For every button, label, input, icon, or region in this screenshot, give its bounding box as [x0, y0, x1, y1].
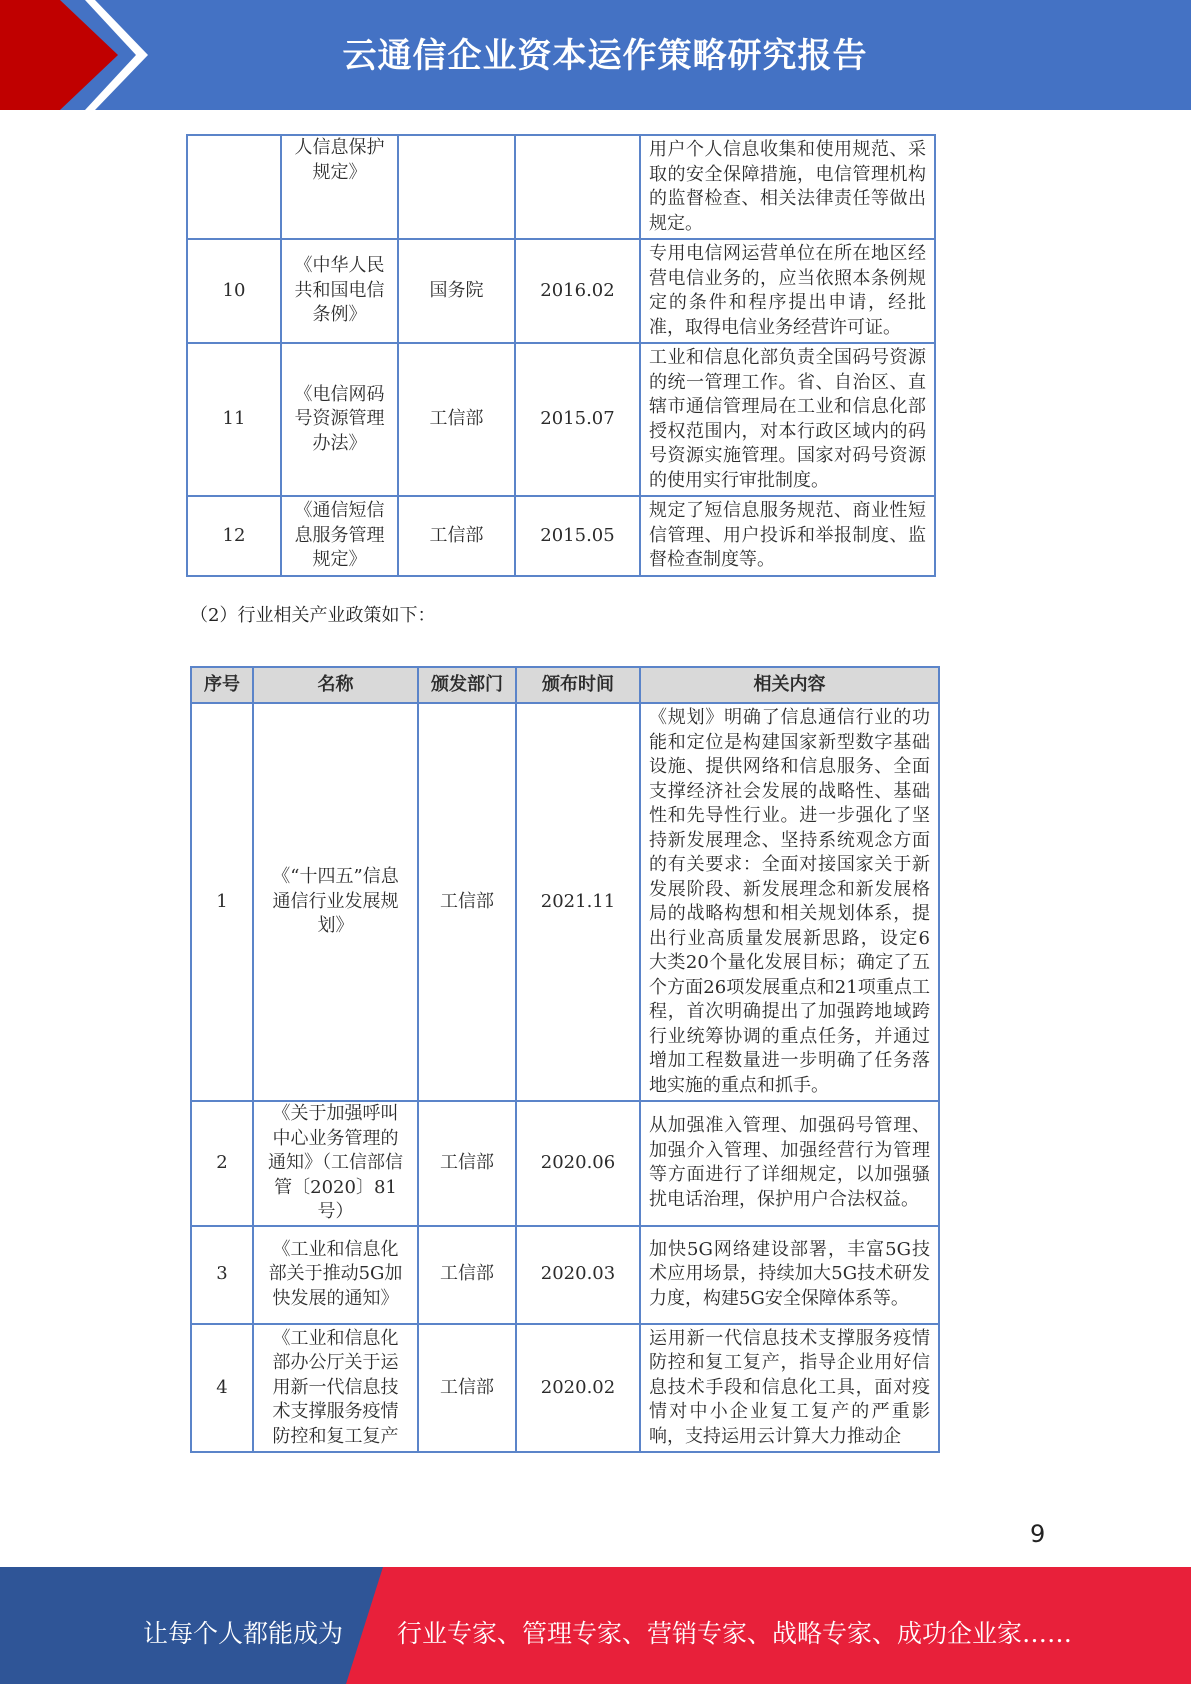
- cell-date: 2020.02: [516, 1324, 640, 1453]
- cell-content: 工业和信息化部负责全国码号资源的统一管理工作。省、自治区、直辖市通信管理局在工业和信息化部授权范围内，对本行政区域内的码号资源实施管理。国家对码号资源的使用实行审批制度。: [640, 343, 935, 496]
- cell-name: 《通信短信息服务管理规定》: [281, 496, 398, 576]
- cell-no: 1: [191, 703, 253, 1101]
- table-row: [191, 703, 939, 1101]
- cell-content: 专用电信网运营单位在所在地区经营电信业务的，应当依照本条例规定的条件和程序提出申请，经批准，取得电信业务经营许可证。: [640, 239, 935, 343]
- header-name: 名称: [253, 667, 418, 703]
- cell-no: 4: [191, 1324, 253, 1453]
- cell-name: 《“十四五”信息通信行业发展规划》: [253, 703, 418, 1101]
- cell-content: 用户个人信息收集和使用规范、采取的安全保障措施，电信管理机构的监督检查、相关法律责任等做出规定。: [640, 135, 935, 239]
- cell-name: 人信息保护规定》: [281, 135, 398, 239]
- header-content: 相关内容: [640, 667, 939, 703]
- header-no: 序号: [191, 667, 253, 703]
- cell-content: 加快5G网络建设部署，丰富5G技术应用场景，持续加大5G技术研发力度，构建5G安全保障体系等。: [640, 1226, 939, 1324]
- cell-content: 规定了短信息服务规范、商业性短信管理、用户投诉和举报制度、监督检查制度等。: [640, 496, 935, 576]
- header-dept: 颁发部门: [418, 667, 516, 703]
- footer-slogan-right: 行业专家、管理专家、营销专家、战略专家、成功企业家……: [397, 1619, 1073, 1648]
- cell-dept: 工信部: [398, 343, 515, 496]
- cell-date: 2015.07: [515, 343, 640, 496]
- cell-content: 《规划》明确了信息通信行业的功能和定位是构建国家新型数字基础设施、提供网络和信息服务、全面支撑经济社会发展的战略性、基础性和先导性行业。进一步强化了坚持新发展理念、坚持系统观念方面的有关要求：全面对接国家关于新发展阶段、新发展理念和新发展格局的战略构想和相关规划体系，提出行业高质量发展新思路，设定6大类20个量化发展目标；确定了五个方面26项发展重点和21项重点工程，首次明确提出了加强跨地域跨行业统筹协调的重点任务，并通过增加工程数量进一步明确了任务落地实施的重点和抓手。: [640, 703, 939, 1101]
- table-row: [191, 1324, 939, 1453]
- cell-dept: 工信部: [398, 496, 515, 576]
- table-row: [187, 343, 935, 496]
- cell-date: 2020.03: [516, 1226, 640, 1324]
- report-title: 云通信企业资本运作策略研究报告: [342, 36, 868, 76]
- cell-date: [515, 135, 640, 239]
- cell-no: 11: [187, 343, 281, 496]
- table-row: [187, 239, 935, 343]
- cell-dept: 工信部: [418, 1101, 516, 1226]
- table-row: [187, 496, 935, 576]
- cell-dept: 国务院: [398, 239, 515, 343]
- table-header-row: [191, 667, 939, 703]
- header-date: 颁布时间: [516, 667, 640, 703]
- cell-no: 3: [191, 1226, 253, 1324]
- cell-dept: 工信部: [418, 703, 516, 1101]
- cell-name: 《电信网码号资源管理办法》: [281, 343, 398, 496]
- cell-name: 《中华人民共和国电信条例》: [281, 239, 398, 343]
- cell-name: 《关于加强呼叫中心业务管理的通知》（工信部信管〔2020〕81号）: [253, 1101, 418, 1226]
- cell-no: 12: [187, 496, 281, 576]
- table-row: [187, 135, 935, 239]
- footer-slogan-left: 让每个人都能成为: [143, 1619, 344, 1648]
- page-number: 9: [1030, 1520, 1046, 1548]
- cell-no: 10: [187, 239, 281, 343]
- table-row: [191, 1101, 939, 1226]
- cell-content: 运用新一代信息技术支撑服务疫情防控和复工复产，指导企业用好信息技术手段和信息化工具，面对疫情对中小企业复工复产的严重影响，支持运用云计算大力推动企: [640, 1324, 939, 1453]
- cell-no: [187, 135, 281, 239]
- policy-table-continued: [186, 134, 936, 577]
- cell-dept: 工信部: [418, 1324, 516, 1453]
- industry-policy-table: [190, 666, 940, 1453]
- cell-no: 2: [191, 1101, 253, 1226]
- page-header: [0, 0, 1191, 110]
- cell-name: 《工业和信息化部关于推动5G加快发展的通知》: [253, 1226, 418, 1324]
- cell-date: 2016.02: [515, 239, 640, 343]
- section-heading: （2）行业相关产业政策如下：: [190, 605, 436, 626]
- table-row: [191, 1226, 939, 1324]
- cell-name: 《工业和信息化部办公厅关于运用新一代信息技术支撑服务疫情防控和复工复产: [253, 1324, 418, 1453]
- cell-date: 2015.05: [515, 496, 640, 576]
- cell-date: 2020.06: [516, 1101, 640, 1226]
- page-footer: [0, 1567, 1191, 1684]
- cell-content: 从加强准入管理、加强码号管理、加强介入管理、加强经营行为管理等方面进行了详细规定，以加强骚扰电话治理，保护用户合法权益。: [640, 1101, 939, 1226]
- cell-dept: [398, 135, 515, 239]
- cell-date: 2021.11: [516, 703, 640, 1101]
- cell-dept: 工信部: [418, 1226, 516, 1324]
